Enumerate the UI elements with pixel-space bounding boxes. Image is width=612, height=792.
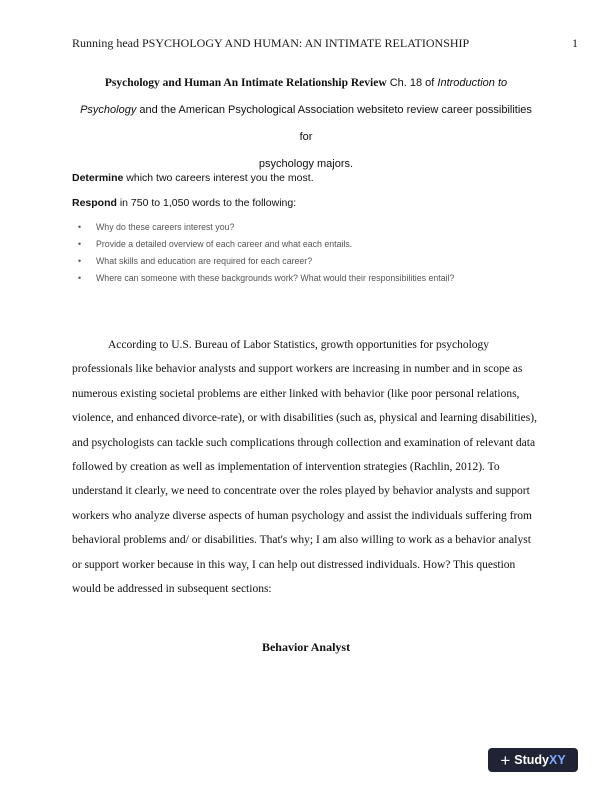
running-head: Running head PSYCHOLOGY AND HUMAN: AN INTIMATE RELATIONSHIP [72, 36, 470, 50]
determine-instruction [72, 172, 314, 184]
question-list [72, 219, 542, 287]
logo-text: Study [514, 753, 549, 767]
plus-icon: + [500, 750, 511, 770]
studyxy-logo [488, 748, 578, 772]
bullet-icon: • [78, 256, 82, 266]
list-item [72, 270, 542, 287]
respond-label: Respond [72, 197, 117, 209]
assignment-text-b: and the American Psychological Association websiteto review career possibilities for [136, 104, 532, 143]
list-item [72, 236, 542, 253]
list-item-text: Provide a detailed overview of each career and what each entails. [96, 239, 353, 249]
essay-paragraph: According to U.S. Bureau of Labor Statistics, growth opportunities for psychology professionals like behavior analysts and support workers are increasing in number and in scope as numerous existing societal problems are either linked with behavior (like poor personal relations, violence, and enhanced divorce-rate), or with disabilities (such as, physical and learning disabilities), and psychologists can tackle such complications through collection and examination of relevant data followed by creation as well as implementation of intervention strategies (Rachlin, 2012). To understand it clearly, we need to concentrate over the roles played by behavior analysts and support workers who analyze diverse aspects of human psychology and assist the individuals suffering from behavioral problems and/ or disabilities. That's why; I am also willing to work as a behavior analyst or support worker because in this way, I can help out distressed individuals. How? This question would be addressed in subsequent sections: [72, 339, 537, 596]
assignment-book-title-1: Introduction to [437, 77, 508, 89]
page-number: 1 [572, 36, 578, 50]
assignment-title-bold: Psychology and Human An Intimate Relationship Review [104, 77, 387, 89]
assignment-text-c: psychology majors. [258, 158, 354, 170]
determine-text: which two careers interest you the most. [123, 172, 314, 184]
assignment-book-title-2: Psychology [80, 104, 137, 116]
list-item-text: Where can someone with these backgrounds work? What would their responsibilities entail? [96, 273, 455, 283]
logo-text-accent: XY [548, 753, 566, 767]
assignment-prompt [74, 70, 538, 178]
list-item-text: What skills and education are required for each career? [96, 256, 313, 266]
bullet-icon: • [78, 239, 82, 249]
list-item-text: Why do these careers interest you? [96, 222, 235, 232]
respond-text: in 750 to 1,050 words to the following: [116, 197, 297, 209]
bullet-icon: • [78, 222, 82, 232]
respond-instruction [72, 197, 296, 209]
determine-label: Determine [72, 172, 124, 184]
assignment-text-a: Ch. 18 of [386, 77, 438, 89]
list-item [72, 253, 542, 270]
section-heading: Behavior Analyst [261, 640, 351, 654]
bullet-icon: • [78, 273, 82, 283]
list-item [72, 219, 542, 236]
